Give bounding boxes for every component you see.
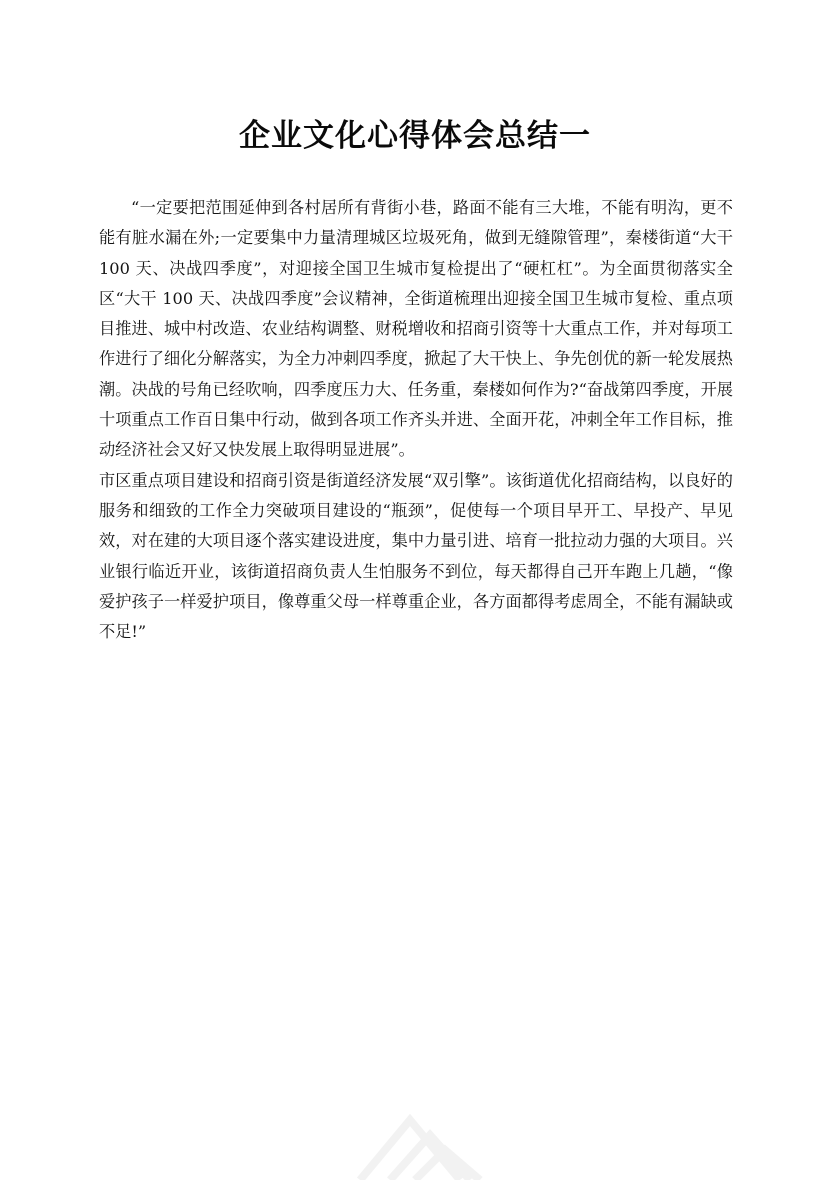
document-title: 企业文化心得体会总结一 (239, 118, 591, 154)
watermark-logo (320, 1080, 520, 1180)
paragraph-2: 市区重点项目建设和招商引资是街道经济发展“双引擎”。该街道优化招商结构，以良好的服务和细致的工作全力突破项目建设的“瓶颈”，促使每一个项目早开工、早投产、早见效，对在建的大项目逐个落实建设进度，集中力量引进、培育一批拉动力强的大项目。兴业银行临近开业，该街道招商负责人生怕服务不到位，每天都得自己开车跑上几趟，“像爱护孩子一样爱护项目，像尊重父母一样尊重企业，各方面都得考虑周全，不能有漏缺或不足!” (99, 470, 733, 642)
document-body (99, 193, 733, 647)
paragraph-1: “一定要把范围延伸到各村居所有背街小巷，路面不能有三大堆，不能有明沟，更不能有脏水漏在外;一定要集中力量清理城区垃圾死角，做到无缝隙管理”，秦楼街道“大干 100 天、决战四季度”，对迎接全国卫生城市复检提出了“硬杠杠”。为全面贯彻落实全区“大干 100 天、决战四季度”会议精神，全街道梳理出迎接全国卫生城市复检、重点项目推进、城中村改造、农业结构调整、财税增收和招商引资等十大重点工作，并对每项工作进行了细化分解落实，为全力冲刺四季度，掀起了大干快上、争先创优的新一轮发展热潮。决战的号角已经吹响，四季度压力大、任务重，秦楼如何作为?“奋战第四季度，开展十项重点工作百日集中行动，做到各项工作齐头并进、全面开花，冲刺全年工作目标，推动经济社会又好又快发展上取得明显进展”。 (99, 198, 733, 460)
